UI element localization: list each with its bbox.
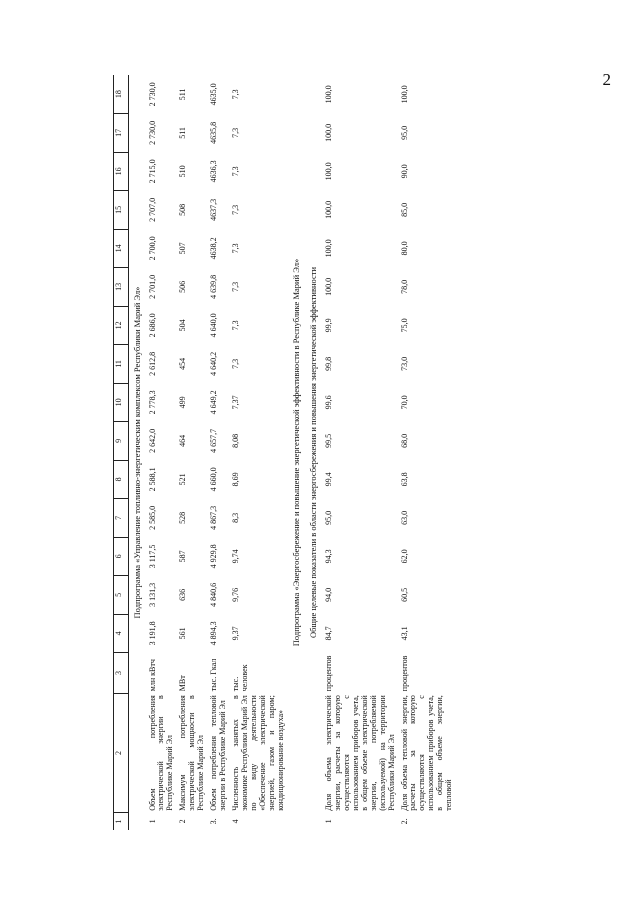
value-cell: 8,08 bbox=[231, 433, 241, 448]
value-cell: 2 612,8 bbox=[147, 351, 157, 376]
value-cell: 511 bbox=[178, 127, 188, 139]
header-cell: 11 bbox=[114, 345, 129, 384]
header-cell: 8 bbox=[114, 460, 129, 499]
value-cell: 504 bbox=[178, 319, 188, 332]
value-cell: 7,37 bbox=[231, 395, 241, 410]
header-cell: 18 bbox=[114, 75, 129, 114]
header-cell: 3 bbox=[114, 653, 129, 694]
unit-cell: МВт bbox=[178, 675, 188, 692]
value-cell: 4638,2 bbox=[209, 237, 219, 260]
value-cell: 78,0 bbox=[399, 279, 409, 294]
value-cell: 100,0 bbox=[399, 85, 409, 104]
header-cell: 14 bbox=[114, 229, 129, 268]
value-cell: 7,3 bbox=[231, 358, 241, 369]
value-cell: 7,3 bbox=[231, 127, 241, 138]
value-cell: 4635,0 bbox=[209, 83, 219, 106]
value-cell: 2 707,0 bbox=[147, 197, 157, 222]
value-cell: 75,0 bbox=[399, 318, 409, 333]
section-title-row bbox=[129, 75, 147, 830]
unit-cell: млн кВтч bbox=[147, 659, 157, 692]
value-cell: 100,0 bbox=[323, 123, 333, 142]
section-title: Подпрограмма «Энергосбережение и повышение энергетической эффективности в Республике Марий Эл» bbox=[290, 258, 301, 647]
value-cell: 84,7 bbox=[323, 626, 333, 641]
header-cell: 17 bbox=[114, 114, 129, 153]
value-cell: 7,3 bbox=[231, 243, 241, 254]
section-title: Общие целевые показатели в области энергосбережения и повышения энергетической эффективности bbox=[308, 266, 319, 639]
value-cell: 499 bbox=[178, 396, 188, 409]
value-cell: 63,8 bbox=[399, 472, 409, 487]
value-cell: 94,0 bbox=[323, 587, 333, 602]
value-cell: 100,0 bbox=[323, 239, 333, 258]
value-cell: 100,0 bbox=[323, 85, 333, 104]
value-cell: 9,74 bbox=[231, 549, 241, 564]
value-cell: 99,9 bbox=[323, 318, 333, 333]
header-cell: 2 bbox=[114, 693, 129, 813]
value-cell: 63,0 bbox=[399, 510, 409, 525]
value-cell: 2 730,0 bbox=[147, 82, 157, 107]
value-cell: 507 bbox=[178, 242, 188, 255]
value-cell: 3 117,5 bbox=[147, 544, 157, 569]
value-cell: 2 701,0 bbox=[147, 274, 157, 299]
value-cell: 2 588,1 bbox=[147, 467, 157, 492]
rotated-table-page bbox=[113, 75, 613, 830]
value-cell: 68,0 bbox=[399, 433, 409, 448]
value-cell: 2 778,3 bbox=[147, 390, 157, 415]
header-cell: 5 bbox=[114, 576, 129, 615]
table-row bbox=[323, 75, 399, 830]
value-cell: 8,3 bbox=[231, 512, 241, 523]
row-number: 4 bbox=[231, 819, 241, 824]
section-title: Подпрограмма «Управление топливно-энергетическим комплексом Республики Марий Эл» bbox=[132, 286, 142, 619]
value-cell: 4 639,8 bbox=[209, 274, 219, 299]
value-cell: 510 bbox=[178, 165, 188, 178]
indicators-table bbox=[113, 75, 456, 830]
header-cell: 16 bbox=[114, 152, 129, 191]
value-cell: 73,0 bbox=[399, 356, 409, 371]
value-cell: 43,1 bbox=[399, 626, 409, 641]
value-cell: 454 bbox=[178, 357, 188, 370]
unit-cell: процентов bbox=[399, 655, 409, 692]
value-cell: 9,76 bbox=[231, 587, 241, 602]
table-row bbox=[208, 75, 230, 830]
value-cell: 95,0 bbox=[399, 125, 409, 140]
value-cell: 506 bbox=[178, 280, 188, 293]
value-cell: 511 bbox=[178, 88, 188, 101]
value-cell: 2 585,0 bbox=[147, 505, 157, 530]
indicator-name: Доля объема тепловой энергии, расчеты за которую осуществляются с использованием приборов учета, в общем объеме энергии, тепловой bbox=[399, 695, 454, 811]
row-number: 1 bbox=[323, 819, 333, 824]
value-cell: 4 640,2 bbox=[209, 351, 219, 376]
value-cell: 95,0 bbox=[323, 510, 333, 525]
value-cell: 2 686,0 bbox=[147, 313, 157, 338]
header-cell: 15 bbox=[114, 191, 129, 230]
value-cell: 4 867,3 bbox=[209, 505, 219, 530]
value-cell: 3 131,3 bbox=[147, 582, 157, 607]
value-cell: 3 191,8 bbox=[147, 621, 157, 646]
indicator-name: Доля объема электрической энергии, расчеты за которую осуществляются с использованием приборов учета, в общем объеме электрической энергии, потребляемой (используемой) на территории Республики Марий Эл bbox=[323, 695, 396, 811]
section-title-row bbox=[305, 75, 323, 830]
header-cell: 10 bbox=[114, 383, 129, 422]
value-cell: 80,0 bbox=[399, 241, 409, 256]
value-cell: 99,4 bbox=[323, 472, 333, 487]
value-cell: 4 929,8 bbox=[209, 544, 219, 569]
value-cell: 4 640,0 bbox=[209, 313, 219, 338]
header-cell: 4 bbox=[114, 614, 129, 653]
value-cell: 508 bbox=[178, 203, 188, 216]
table-body bbox=[114, 75, 457, 830]
value-cell: 99,8 bbox=[323, 356, 333, 371]
value-cell: 2 715,0 bbox=[147, 159, 157, 184]
value-cell: 70,0 bbox=[399, 395, 409, 410]
value-cell: 100,0 bbox=[323, 162, 333, 181]
value-cell: 60,5 bbox=[399, 587, 409, 602]
section-title-row bbox=[288, 75, 306, 830]
header-cell: 12 bbox=[114, 306, 129, 345]
header-row bbox=[114, 75, 129, 830]
value-cell: 8,69 bbox=[231, 472, 241, 487]
value-cell: 9,37 bbox=[231, 626, 241, 641]
header-cell: 7 bbox=[114, 499, 129, 538]
value-cell: 4637,3 bbox=[209, 198, 219, 221]
value-cell: 2 700,0 bbox=[147, 236, 157, 261]
header-cell: 13 bbox=[114, 268, 129, 307]
value-cell: 100,0 bbox=[323, 200, 333, 219]
value-cell: 587 bbox=[178, 550, 188, 563]
row-number: 3. bbox=[209, 818, 219, 825]
unit-cell: тыс. Гкал bbox=[209, 658, 219, 692]
value-cell: 2 730,0 bbox=[147, 120, 157, 145]
header-cell: 1 bbox=[114, 813, 129, 830]
unit-cell: процентов bbox=[323, 655, 333, 692]
page-number: 2 bbox=[602, 70, 611, 89]
value-cell: 85,0 bbox=[399, 202, 409, 217]
value-cell: 2 642,0 bbox=[147, 428, 157, 453]
header-cell: 6 bbox=[114, 537, 129, 576]
value-cell: 7,3 bbox=[231, 320, 241, 331]
indicator-name: Объем потребления электрической энергии в Республике Марий Эл bbox=[147, 695, 175, 811]
value-cell: 4 840,6 bbox=[209, 582, 219, 607]
value-cell: 94,3 bbox=[323, 549, 333, 564]
value-cell: 561 bbox=[178, 627, 188, 640]
value-cell: 636 bbox=[178, 588, 188, 601]
value-cell: 62,0 bbox=[399, 549, 409, 564]
table-row bbox=[177, 75, 208, 830]
value-cell: 4635,8 bbox=[209, 121, 219, 144]
row-number: 2. bbox=[399, 818, 409, 825]
value-cell: 99,5 bbox=[323, 433, 333, 448]
table-row bbox=[399, 75, 457, 830]
value-cell: 4 660,0 bbox=[209, 467, 219, 492]
value-cell: 521 bbox=[178, 473, 188, 486]
value-cell: 4 657,7 bbox=[209, 428, 219, 453]
value-cell: 99,6 bbox=[323, 395, 333, 410]
value-cell: 4636,3 bbox=[209, 160, 219, 183]
indicator-name: Численность занятых в экономике Республики Марий Эл по виду деятельности «Обеспечение электрической энергией, газом и паром; кондиционирование воздуха» bbox=[231, 695, 285, 811]
value-cell: 7,3 bbox=[231, 166, 241, 177]
table-row bbox=[230, 75, 288, 830]
value-cell: 4 894,3 bbox=[209, 621, 219, 646]
value-cell: 464 bbox=[178, 434, 188, 447]
value-cell: 528 bbox=[178, 511, 188, 524]
value-cell: 90,0 bbox=[399, 164, 409, 179]
indicator-name: Объем потребления тепловой энергии в Республике Марий Эл bbox=[209, 695, 228, 811]
indicator-name: Максимум потребления электрической мощности в Республике Марий Эл bbox=[178, 695, 206, 811]
value-cell: 7,3 bbox=[231, 89, 241, 100]
value-cell: 100,0 bbox=[323, 277, 333, 296]
row-number: 2 bbox=[178, 819, 188, 824]
unit-cell: тыс. человек bbox=[231, 664, 250, 692]
header-cell: 9 bbox=[114, 422, 129, 461]
value-cell: 7,3 bbox=[231, 281, 241, 292]
value-cell: 4 649,2 bbox=[209, 390, 219, 415]
row-number: 1 bbox=[147, 819, 157, 824]
value-cell: 7,3 bbox=[231, 204, 241, 215]
table-row bbox=[147, 75, 178, 830]
